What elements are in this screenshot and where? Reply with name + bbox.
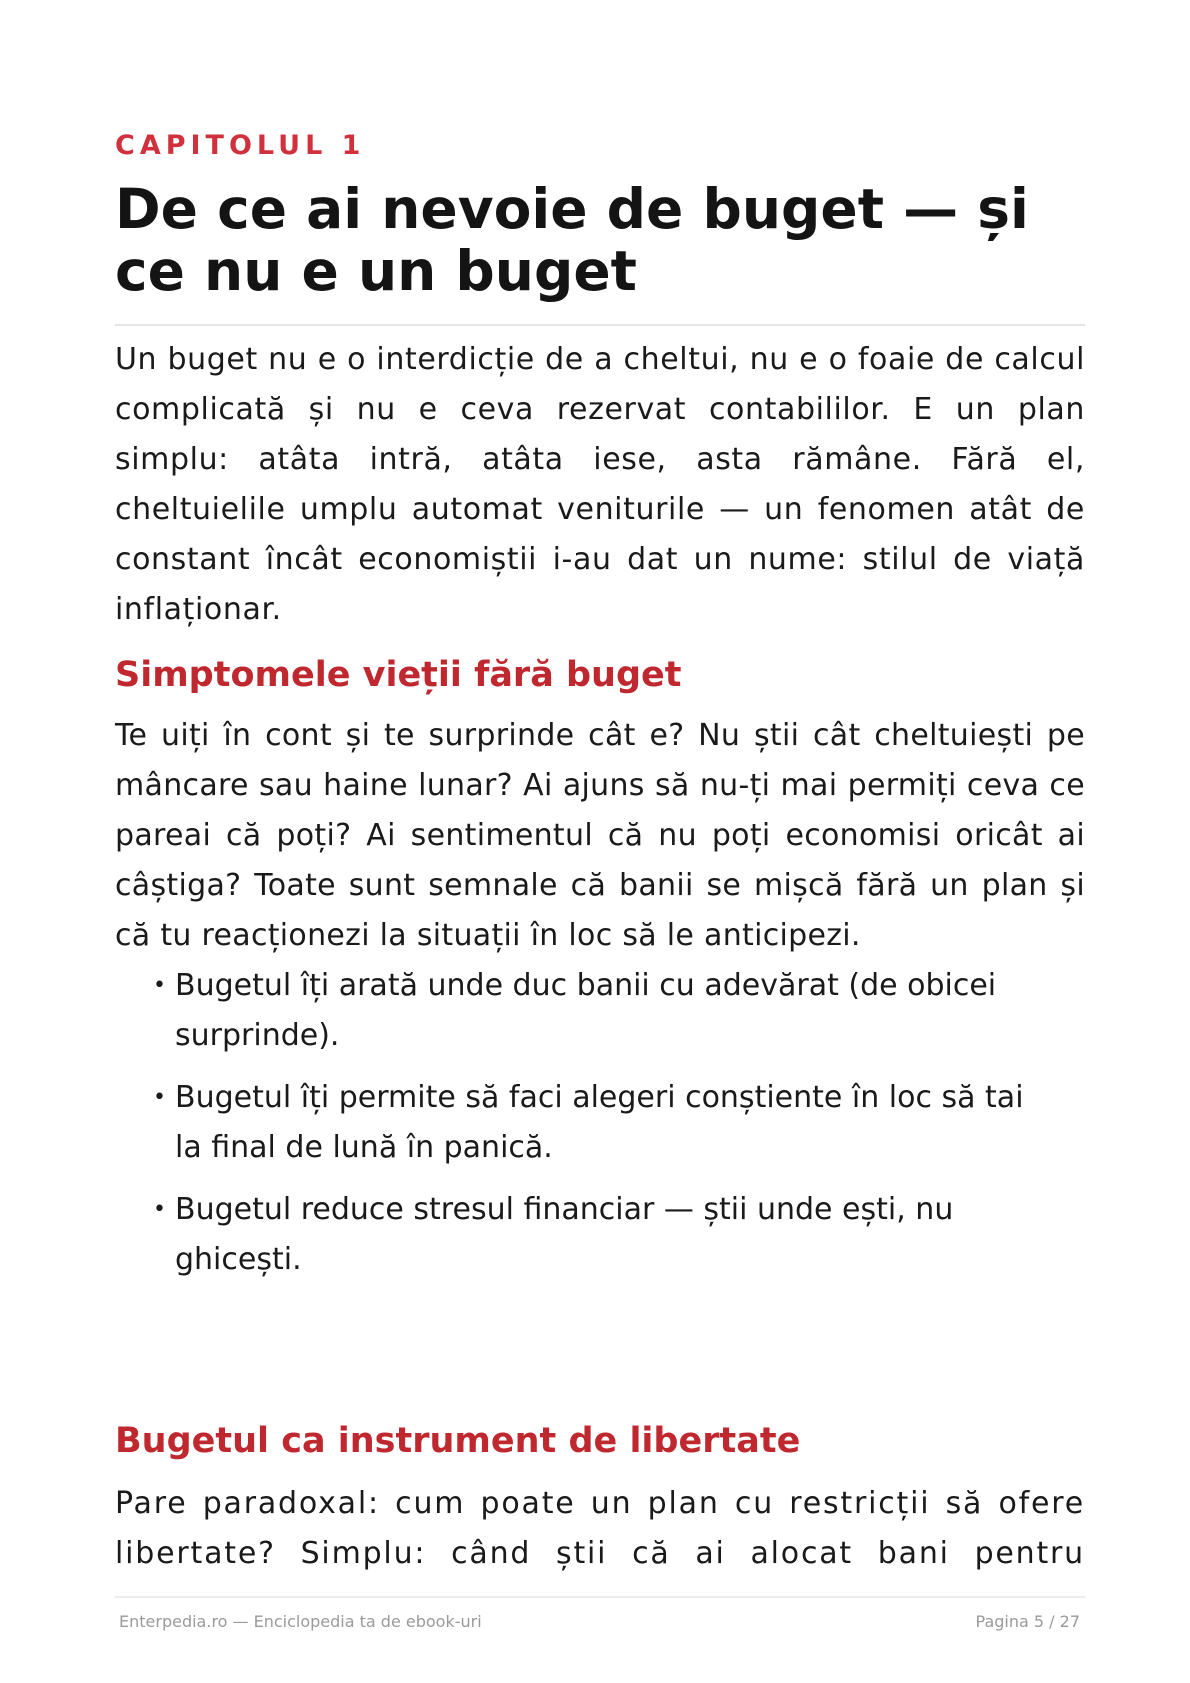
list-item: • Bugetul reduce stresul financiar — știi unde ești, nu ghicești. xyxy=(153,1185,1053,1285)
list-item: • Bugetul îți permite să faci alegeri conștiente în loc să tai la final de lună în panică. xyxy=(153,1073,1053,1173)
chapter-title: De ce ai nevoie de buget — și ce nu e un buget xyxy=(115,177,1029,303)
footer-divider xyxy=(115,1596,1085,1598)
footer-page-number: Pagina 5 / 27 xyxy=(975,1612,1080,1631)
list-item: • Bugetul îți arată unde duc banii cu adevărat (de obicei surprinde). xyxy=(153,961,1053,1061)
bullet-icon: • xyxy=(153,973,166,998)
section-paragraph-libertate: Pare paradoxal: cum poate un plan cu restricții să ofere libertate? Simplu: când știi că ai alocat bani pentru xyxy=(115,1486,1085,1571)
footer-site-name: Enterpedia.ro — Enciclopedia ta de ebook-uri xyxy=(119,1612,482,1631)
title-divider xyxy=(115,324,1085,326)
section-title-simptome: Simptomele vieții fără buget xyxy=(115,655,682,695)
bullet-icon: • xyxy=(153,1197,166,1222)
section-title-libertate: Bugetul ca instrument de libertate xyxy=(115,1421,801,1461)
bullet-icon: • xyxy=(153,1085,166,1110)
bullet-list xyxy=(153,961,1053,1297)
section-paragraph-simptome: Te uiți în cont și te surprinde cât e? Nu știi cât cheltuiești pe mâncare sau haine lunar? Ai ajuns să nu-ți mai permiți ceva ce pareai că poți? Ai sentimentul că nu poți economisi oricât ai câștiga? Toate sunt semnale că banii se mișcă fără un plan și că tu reacționezi la situații în loc să le anticipezi. xyxy=(115,718,1085,953)
intro-paragraph: Un buget nu e o interdicție de a cheltui, nu e o foaie de calcul complicată și nu e ceva rezervat contabililor. E un plan simplu: atâta intră, atâta iese, asta rămâne. Fără el, cheltuielile umplu automat veniturile — un fenomen atât de constant încât economiștii i-au dat un nume: stilul de viață inflaționar. xyxy=(115,342,1085,627)
chapter-label: CAPITOLUL 1 xyxy=(115,130,366,161)
